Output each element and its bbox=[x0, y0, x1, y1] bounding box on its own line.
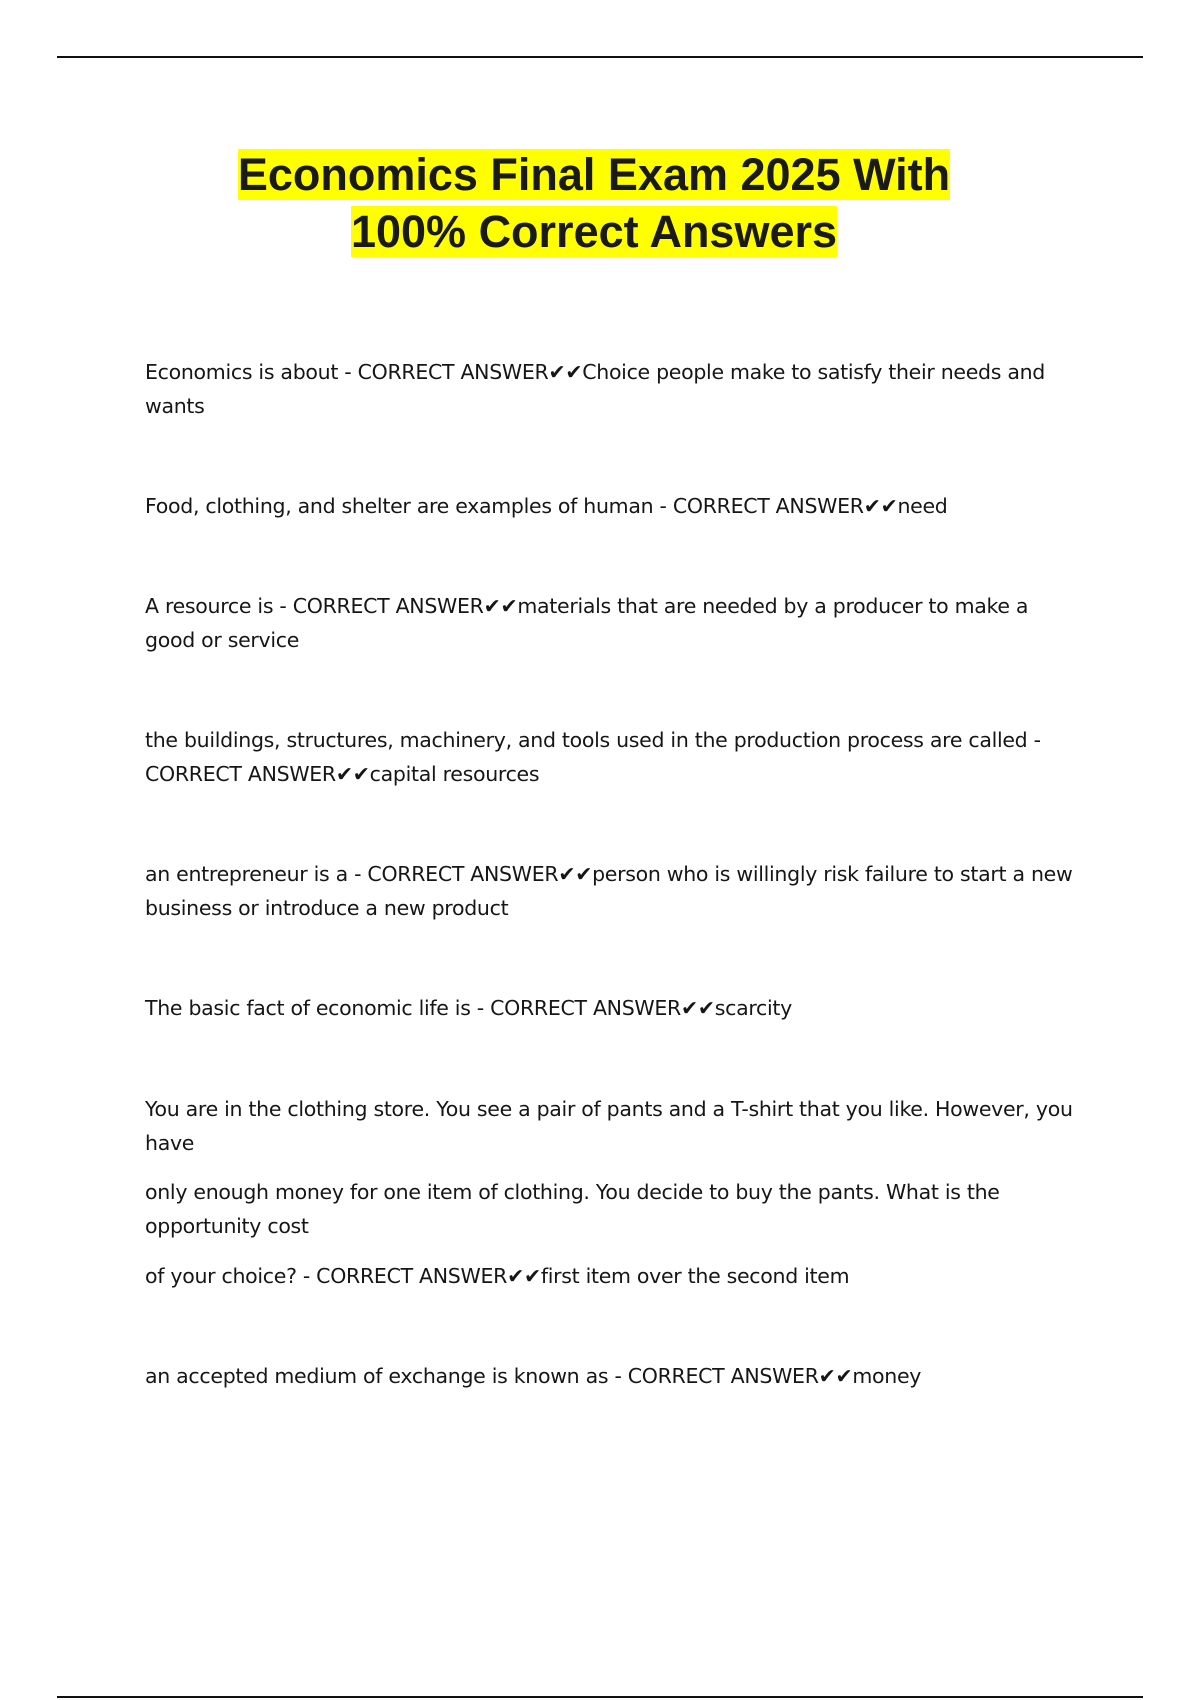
qa-item-5: an entrepreneur is a - CORRECT ANSWER✔✔person who is willingly risk failure to start a new business or introduce a new product bbox=[145, 862, 1073, 920]
qa-item-6: The basic fact of economic life is - CORRECT ANSWER✔✔scarcity bbox=[145, 996, 792, 1020]
qa-item-7c: of your choice? - CORRECT ANSWER✔✔first item over the second item bbox=[145, 1264, 850, 1288]
qa-item-4: the buildings, structures, machinery, and tools used in the production process are called - CORRECT ANSWER✔✔capital resources bbox=[145, 728, 1041, 786]
document-title bbox=[0, 146, 1188, 260]
title-line-2: 100% Correct Answers bbox=[350, 206, 838, 257]
qa-item-7a: You are in the clothing store. You see a pair of pants and a T-shirt that you like. However, you have bbox=[145, 1097, 1073, 1155]
qa-item-2: Food, clothing, and shelter are examples of human - CORRECT ANSWER✔✔need bbox=[145, 494, 948, 518]
qa-item-3: A resource is - CORRECT ANSWER✔✔materials that are needed by a producer to make a good or service bbox=[145, 594, 1029, 652]
top-rule bbox=[57, 56, 1143, 58]
bottom-rule bbox=[57, 1696, 1143, 1698]
qa-item-8: an accepted medium of exchange is known as - CORRECT ANSWER✔✔money bbox=[145, 1364, 922, 1388]
qa-item-7b: only enough money for one item of clothing. You decide to buy the pants. What is the opportunity cost bbox=[145, 1180, 1000, 1238]
qa-item-1: Economics is about - CORRECT ANSWER✔✔Choice people make to satisfy their needs and wants bbox=[145, 360, 1046, 418]
title-line-1: Economics Final Exam 2025 With bbox=[237, 149, 951, 200]
